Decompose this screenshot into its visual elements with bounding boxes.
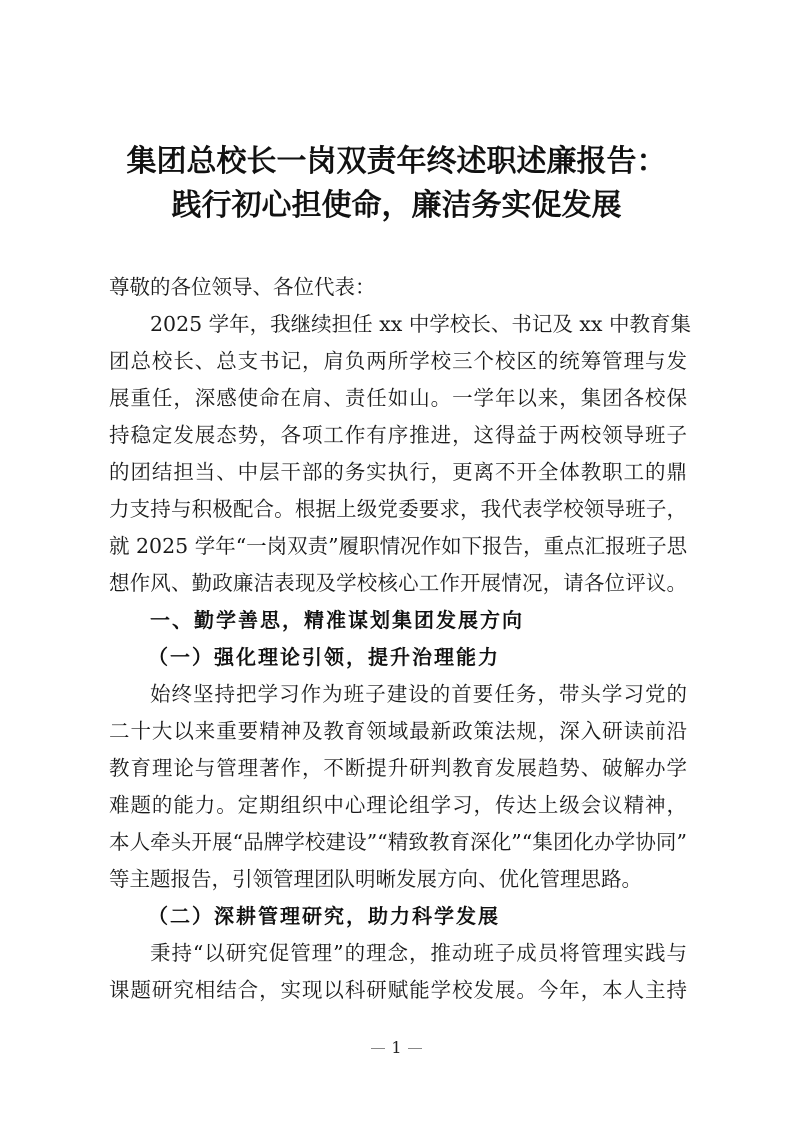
document-title-line-2: 践行初心担使命，廉洁务实促发展 bbox=[171, 188, 622, 223]
section-heading-1: 一、勤学善思，精准谋划集团发展方向 bbox=[150, 608, 524, 632]
paragraph-line: 团总校长、总支书记，肩负两所学校三个校区的统筹管理与发 bbox=[109, 349, 687, 373]
paragraph-line: 展重任，深感使命在肩、责任如山。一学年以来，集团各校保 bbox=[109, 386, 687, 410]
paragraph-line: 教育理论与管理著作，不断提升研判教育发展趋势、破解办学 bbox=[109, 756, 687, 780]
paragraph-line: 二十大以来重要精神及教育领域最新政策法规，深入研读前沿 bbox=[109, 719, 687, 743]
paragraph-line: 本人牵头开展“品牌学校建设”“精致教育深化”“集团化办学协同” bbox=[109, 830, 687, 854]
page-number-dash-right bbox=[408, 1048, 422, 1049]
paragraph-line: 力支持与积极配合。根据上级党委要求，我代表学校领导班子， bbox=[109, 497, 687, 521]
paragraph-line: 持稳定发展态势，各项工作有序推进，这得益于两校领导班子 bbox=[109, 423, 687, 447]
subsection-heading-2: （二）深耕管理研究，助力科学发展 bbox=[148, 904, 500, 928]
document-title-line-1: 集团总校长一岗双责年终述职述廉报告： bbox=[126, 144, 667, 179]
paragraph-line: 想作风、勤政廉洁表现及学校核心工作开展情况，请各位评议。 bbox=[109, 571, 687, 595]
paragraph-line: 等主题报告，引领管理团队明晰发展方向、优化管理思路。 bbox=[109, 867, 642, 891]
paragraph-line: 课题研究相结合，实现以科研赋能学校发展。今年，本人主持 bbox=[109, 978, 687, 1002]
paragraph-line: 始终坚持把学习作为班子建设的首要任务，带头学习党的 bbox=[150, 682, 687, 706]
paragraph-line: 的团结担当、中层干部的务实执行，更离不开全体教职工的鼎 bbox=[109, 460, 687, 484]
page-number-value: 1 bbox=[391, 1038, 402, 1057]
page-number-dash-left bbox=[371, 1048, 385, 1049]
page-number bbox=[0, 1036, 793, 1060]
paragraph-line: 2025 学年，我继续担任 xx 中学校长、书记及 xx 中教育集 bbox=[150, 312, 691, 336]
paragraph-line: 就 2025 学年“一岗双责”履职情况作如下报告，重点汇报班子思 bbox=[109, 534, 688, 558]
subsection-heading-1: （一）强化理论引领，提升治理能力 bbox=[148, 645, 500, 669]
paragraph-line: 秉持“以研究促管理”的理念，推动班子成员将管理实践与 bbox=[150, 941, 687, 965]
greeting: 尊敬的各位领导、各位代表： bbox=[109, 275, 376, 299]
paragraph-line: 难题的能力。定期组织中心理论组学习，传达上级会议精神， bbox=[109, 793, 687, 817]
